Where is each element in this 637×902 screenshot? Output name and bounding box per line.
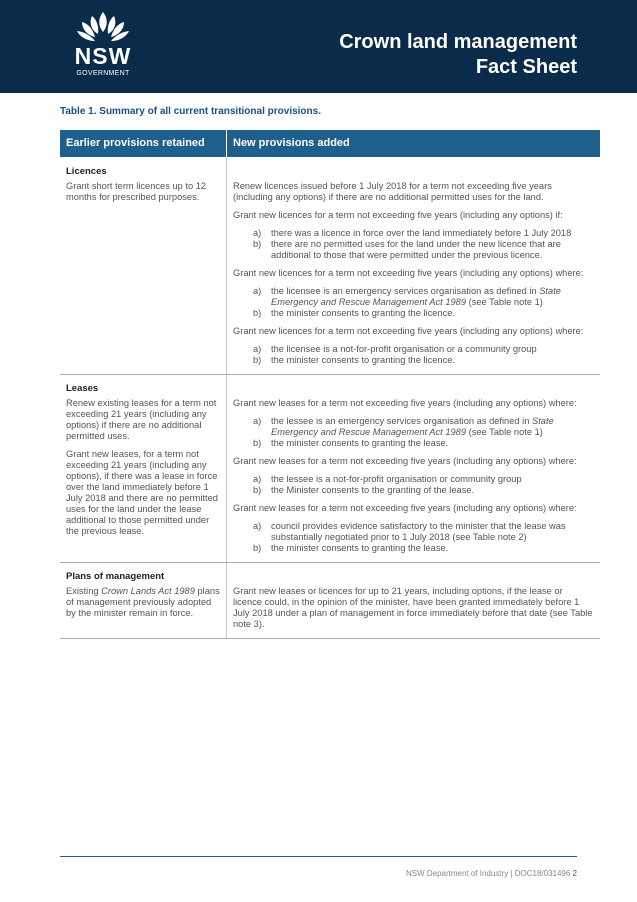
earlier-provisions-cell xyxy=(60,181,227,375)
table-row-plans xyxy=(60,586,600,639)
list-text: the licensee is a not-for-profit organisation or a community group xyxy=(271,344,537,354)
list-marker: b) xyxy=(253,308,262,318)
provision-text: Renew existing leases for a term not exceeding 21 years (including any options) if there are no additional permitted uses. xyxy=(66,398,217,441)
list-marker: b) xyxy=(253,438,262,448)
waratah-flower-icon xyxy=(74,10,132,46)
list-text: there are no permitted uses for the land under the new licence that are additional to those that were permitted under the previous licence. xyxy=(271,239,561,260)
act-title: Crown Lands Act 1989 xyxy=(101,586,195,596)
logo-wordmark: NSW xyxy=(74,43,132,69)
provision-text: Grant short term licences up to 12 months for prescribed purposes. xyxy=(66,181,207,202)
nsw-government-logo xyxy=(66,10,140,82)
document-title xyxy=(339,30,577,80)
section-row-leases xyxy=(60,375,600,399)
provision-text: Grant new licences for a term not exceeding five years (including any options) where: xyxy=(233,268,584,278)
list-item xyxy=(253,416,594,438)
provision-text: Grant new leases for a term not exceeding five years (including any options) where: xyxy=(233,456,577,466)
list-marker: b) xyxy=(253,485,262,495)
section-spacer xyxy=(227,375,601,399)
column-header-earlier: Earlier provisions retained xyxy=(60,130,227,157)
act-title: State Emergency and Rescue Management Act 1989 xyxy=(271,416,554,437)
section-title: Leases xyxy=(60,375,227,399)
section-spacer xyxy=(227,563,601,587)
list-text: the minister consents to granting the licence. xyxy=(271,355,455,365)
list-item xyxy=(253,239,594,261)
list-item xyxy=(253,543,594,554)
list-item xyxy=(253,438,594,449)
list-item xyxy=(253,228,594,239)
section-row-plans xyxy=(60,563,600,587)
title-line-1: Crown land management xyxy=(339,31,577,53)
list-marker: a) xyxy=(253,416,262,426)
act-title: State Emergency and Rescue Management Act 1989 xyxy=(271,286,561,307)
provision-text-part: Existing xyxy=(66,586,99,596)
list-item xyxy=(253,344,594,355)
list-marker: b) xyxy=(253,239,262,249)
section-title: Licences xyxy=(60,157,227,181)
condition-list xyxy=(233,344,594,366)
condition-list xyxy=(233,228,594,261)
list-marker: b) xyxy=(253,355,262,365)
list-text: the lessee is an emergency services organisation as defined in xyxy=(271,416,530,426)
list-item xyxy=(253,474,594,485)
provision-text: Grant new leases, for a term not exceeding 21 years (including any options), if there was a lease in force over the land immediately before 1 July 2018 and there are no permitted uses for the land under the lease additional to those permitted under the previous lease. xyxy=(66,449,218,536)
condition-list xyxy=(233,416,594,449)
new-provisions-cell xyxy=(227,586,601,639)
provision-text: Grant new leases for a term not exceeding five years (including any options) where: xyxy=(233,503,577,513)
new-provisions-cell xyxy=(227,398,601,563)
new-provisions-cell xyxy=(227,181,601,375)
list-text: (see Table note 1) xyxy=(468,427,543,437)
list-item xyxy=(253,485,594,496)
list-text: the minister consents to granting the licence. xyxy=(271,308,455,318)
provision-text-part: plans of management previously adopted by the minister remain in force. xyxy=(66,586,220,618)
condition-list xyxy=(233,521,594,554)
provision-text: Grant new leases or licences for up to 21 years, including options, if the lease or licence could, in the opinion of the minister, have been granted immediately before 1 July 2018 under a plan of management in force immediately before that date (see Table note 3). xyxy=(233,586,593,629)
list-text: council provides evidence satisfactory to the minister that the lease was substantially negotiated prior to 1 July 2018 (see Table note 2) xyxy=(271,521,566,542)
provision-text: Renew licences issued before 1 July 2018 for a term not exceeding five years (including any options) if there are no additional permitted uses for the land. xyxy=(233,181,552,202)
list-marker: a) xyxy=(253,228,262,238)
earlier-provisions-cell xyxy=(60,398,227,563)
list-item xyxy=(253,308,594,319)
list-text: the minister consents to granting the lease. xyxy=(271,543,449,553)
page-footer xyxy=(406,869,577,878)
title-line-2: Fact Sheet xyxy=(475,56,577,78)
provisions-table xyxy=(60,130,600,639)
table-caption: Table 1. Summary of all current transitional provisions. xyxy=(60,106,321,117)
provision-text: Grant new licences for a term not exceeding five years (including any options) where: xyxy=(233,326,584,336)
condition-list xyxy=(233,474,594,496)
earlier-provisions-cell xyxy=(60,586,227,639)
list-marker: a) xyxy=(253,521,262,531)
column-header-new: New provisions added xyxy=(227,130,601,157)
list-text: the minister consents to granting the lease. xyxy=(271,438,449,448)
section-title: Plans of management xyxy=(60,563,227,587)
footer-divider xyxy=(60,856,577,857)
table-row-leases xyxy=(60,398,600,563)
logo-subtitle: GOVERNMENT xyxy=(76,70,130,77)
table-header-row xyxy=(60,130,600,157)
provision-text xyxy=(66,586,220,619)
list-item xyxy=(253,286,594,308)
list-marker: a) xyxy=(253,344,262,354)
list-marker: b) xyxy=(253,543,262,553)
list-text: there was a licence in force over the land immediately before 1 July 2018 xyxy=(271,228,572,238)
section-row-licences xyxy=(60,157,600,181)
table-row-licences xyxy=(60,181,600,375)
list-item xyxy=(253,355,594,366)
list-marker: a) xyxy=(253,286,262,296)
condition-list xyxy=(233,286,594,319)
list-text: the licensee is an emergency services organisation as defined in xyxy=(271,286,537,296)
footer-page-number: 2 xyxy=(572,869,577,878)
list-text: the lessee is a not-for-profit organisation or community group xyxy=(271,474,522,484)
provision-text: Grant new licences for a term not exceeding five years (including any options) if: xyxy=(233,210,563,220)
footer-org: NSW Department of Industry | DOC18/031496 xyxy=(405,869,571,878)
provision-text: Grant new leases for a term not exceeding five years (including any options) where: xyxy=(233,398,577,408)
list-marker: a) xyxy=(253,474,262,484)
list-item xyxy=(253,521,594,543)
list-text: the Minister consents to the granting of the lease. xyxy=(271,485,475,495)
page-header xyxy=(0,0,637,93)
list-text: (see Table note 1) xyxy=(468,297,543,307)
section-spacer xyxy=(227,157,601,181)
